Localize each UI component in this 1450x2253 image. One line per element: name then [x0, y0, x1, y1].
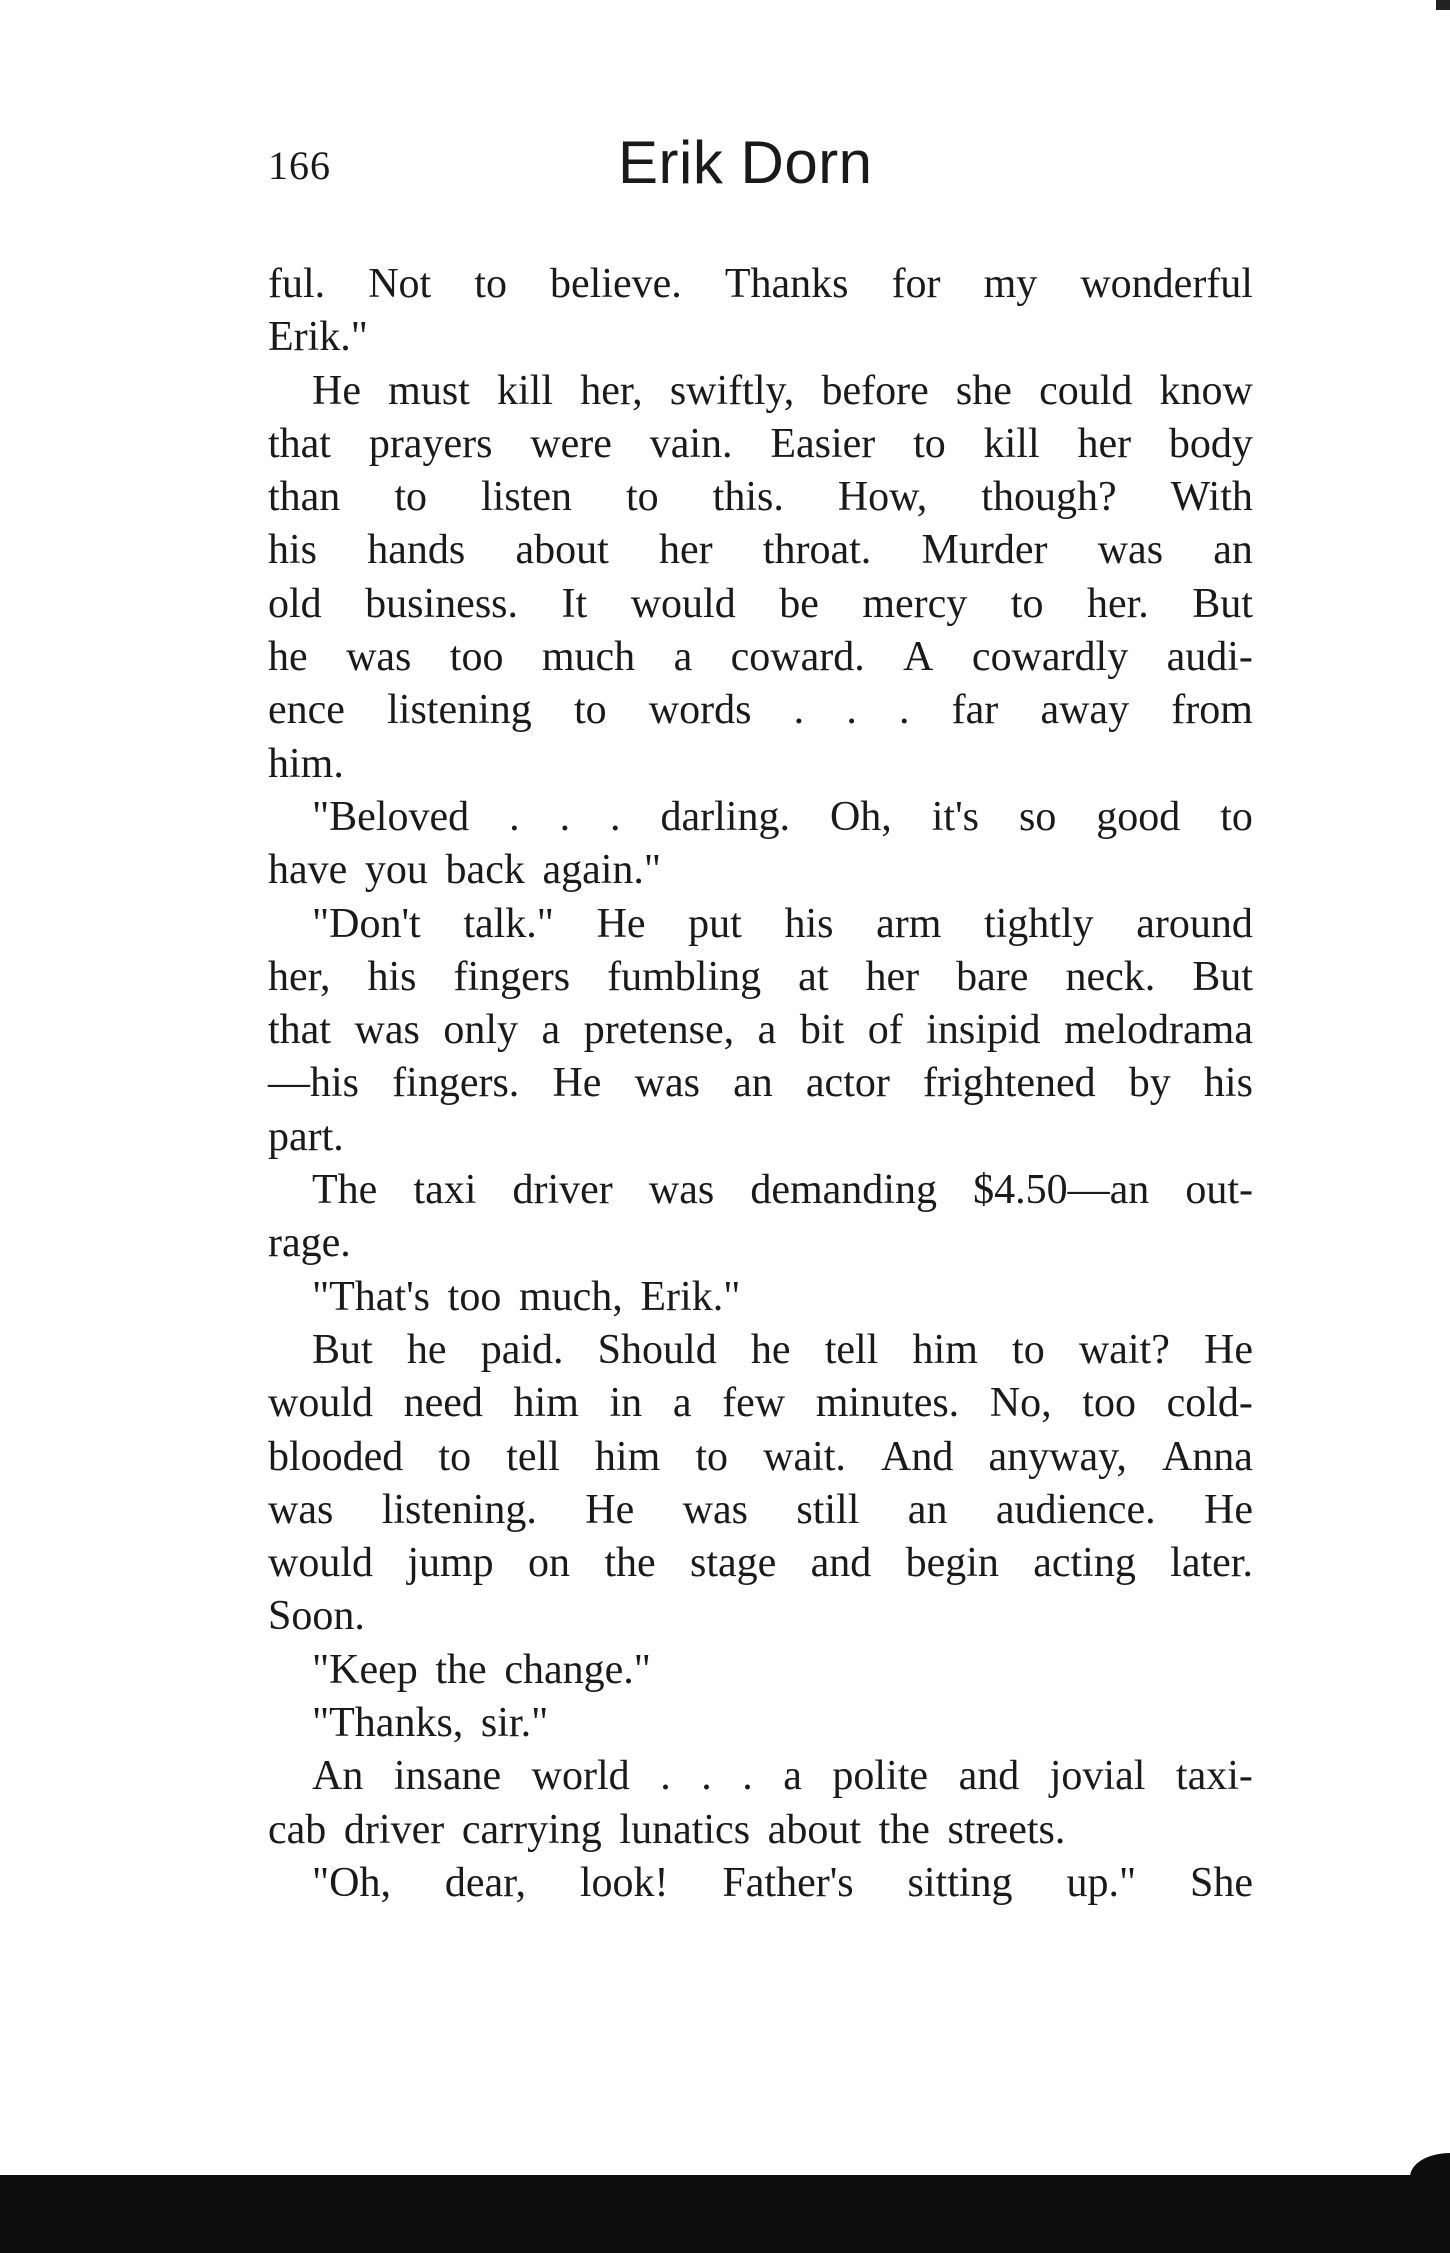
running-head [268, 128, 1253, 208]
text-line: than to listen to this. How, though? With [268, 474, 1253, 521]
text-line: "Keep the change." [312, 1646, 651, 1693]
text-line: his hands about her throat. Murder was an [268, 527, 1253, 574]
text-line: blooded to tell him to wait. And anyway, Anna [268, 1433, 1253, 1480]
scan-corner-mark [1436, 0, 1450, 10]
text-line: part. [268, 1113, 344, 1160]
text-line: rage. [268, 1220, 351, 1267]
text-line: "Oh, dear, look! Father's sitting up." She [312, 1859, 1253, 1906]
text-line: him. [268, 740, 344, 787]
text-line: would jump on the stage and begin acting later. [268, 1540, 1253, 1587]
scan-bottom-edge [0, 2175, 1450, 2253]
text-line: Erik." [268, 314, 368, 361]
text-line: "Beloved . . . darling. Oh, it's so good to [312, 793, 1253, 840]
text-line: cab driver carrying lunatics about the streets. [268, 1806, 1066, 1853]
text-line: that was only a pretense, a bit of insipid melodrama [268, 1007, 1253, 1054]
text-line: "Thanks, sir." [312, 1700, 549, 1747]
text-line: The taxi driver was demanding $4.50—an out- [312, 1167, 1253, 1214]
text-line: he was too much a coward. A cowardly audi- [268, 634, 1253, 681]
text-line: ence listening to words . . . far away from [268, 687, 1253, 734]
text-line: was listening. He was still an audience. He [268, 1486, 1253, 1533]
page-number: 166 [268, 143, 331, 188]
running-title: Erik Dorn [618, 129, 873, 196]
text-line: Soon. [268, 1593, 365, 1640]
text-line: "That's too much, Erik." [312, 1273, 741, 1320]
text-line: ful. Not to believe. Thanks for my wonderful [268, 261, 1253, 307]
text-line: old business. It would be mercy to her. But [268, 580, 1253, 627]
text-line: her, his fingers fumbling at her bare neck. But [268, 953, 1253, 1000]
text-line: An insane world . . . a polite and jovial taxi- [312, 1753, 1253, 1800]
text-line: —his fingers. He was an actor frightened by his [268, 1060, 1253, 1107]
text-line: "Don't talk." He put his arm tightly around [312, 900, 1253, 947]
text-line: have you back again." [268, 847, 662, 894]
text-line: He must kill her, swiftly, before she could know [312, 367, 1253, 414]
body-text [268, 258, 1253, 1910]
text-line: But he paid. Should he tell him to wait? He [312, 1326, 1253, 1373]
text-line: would need him in a few minutes. No, too cold- [268, 1380, 1253, 1427]
text-line: that prayers were vain. Easier to kill her body [268, 420, 1253, 467]
